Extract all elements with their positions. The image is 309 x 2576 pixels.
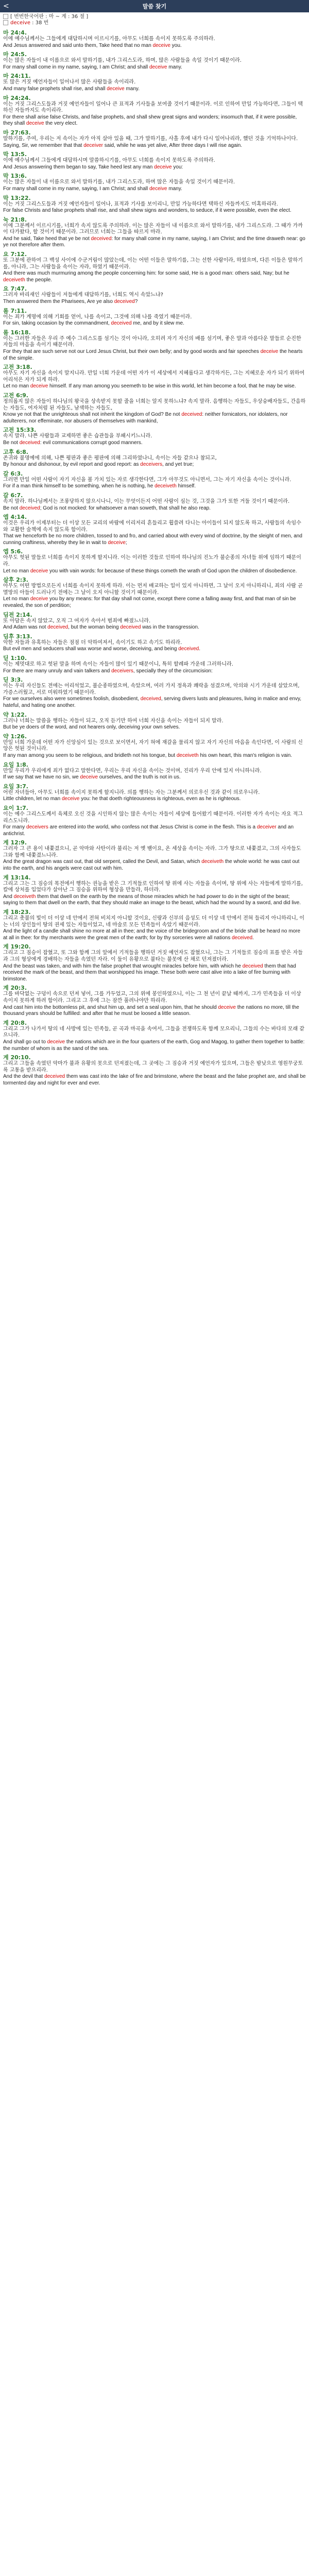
- verse-reference: 살후 2:3.: [3, 577, 28, 584]
- verse-english-text: For if a man think himself to be something, when he is nothing, he deceiveth himself.: [3, 483, 196, 489]
- keyword-highlight: deceiveth: [201, 859, 224, 865]
- verse-item[interactable]: [3, 329, 306, 362]
- verse-item[interactable]: [3, 733, 306, 759]
- verse-item[interactable]: [3, 655, 306, 674]
- verse-reference: 갈 6:3.: [3, 470, 23, 477]
- verse-item[interactable]: [3, 633, 306, 653]
- keyword-highlight: deceivers: [111, 668, 133, 674]
- verse-korean-text: 이에 예수님께서는 그들에게 대답하시며 이르시기를, 아무도 너희를 속이지 못하도록 주의하라.: [3, 36, 215, 42]
- verse-reference: 계 20:8.: [3, 1019, 27, 1026]
- keyword-highlight: deceiver: [256, 824, 277, 831]
- verse-reference: 막 13:6.: [3, 173, 27, 180]
- verse-english-text: If we say that we have no sin, we deceive ourselves, and the truth is not in us.: [3, 774, 181, 781]
- verse-korean-text: 그러나 너희는 말씀을 행하는 자들이 되고, 오직 듣기만 하여 너희 자신을 속이는 자들이 되지 말라.: [3, 718, 224, 724]
- verse-reference: 롬 7:11.: [3, 307, 27, 314]
- verse-reference: 계 13:14.: [3, 874, 31, 881]
- verse-item[interactable]: [3, 839, 306, 872]
- keyword-highlight: deceiver: [83, 142, 103, 148]
- verse-korean-text: 이는 거짓 그리스도들과 거짓 예언자들이 일어나, 표적과 기사를 보이리니, 만일 가능하다면 택하신 자들까지도 미혹하리라.: [3, 201, 278, 207]
- verse-korean-text: 그리고 그 짐승이 잡혔고, 또 그와 함께 그의 앞에서 기적들을 행하던 거짓 예언자도 잡혔으니, 그는 그 기적들로 짐승의 표를 받은 자들과 그의 형상에게 경배하는 자들을 속였던 자라. 이 둘이 유황으로 불타는 불못에 산 채로 던져졌더라.: [3, 950, 303, 962]
- verse-korean-text: 이는 거짓 그리스도들과 거짓 예언자들이 일어나 큰 표적과 기사들을 보여줄 것이기 때문이라. 이로 인하여 만일 가능하다면, 그들이 택하신 자들까지도 속이리라.: [3, 101, 303, 114]
- verse-english-text: For there are many unruly and vain talkers and deceivers, specially they of the circumcision:: [3, 668, 213, 674]
- keyword-highlight: deceiveth: [3, 277, 25, 283]
- verse-reference: 약 1:26.: [3, 733, 27, 740]
- verse-english-text: And shall go out to deceive the nations which are in the four quarters of the earth, Gog and Magog, to gather them together to battle: the number of whom is as the sand of the sea.: [3, 1039, 305, 1052]
- verse-reference: 마 24:5.: [3, 51, 27, 58]
- verse-korean-text: 만일 너희 가운데 어떤 자가 신앙심이 있는 것으로 보이면서, 자기 혀에 재갈을 물리지 않고 자기 자신의 마음을 속인다면, 이 사람의 신앙은 헛된 것이니라.: [3, 739, 303, 752]
- verse-korean-text: 그리고 그가 나가서 땅의 네 사방에 있는 민족들, 곧 곡과 마곡을 속여서, 그들을 전쟁하도록 함께 모으리니, 그들의 수는 바다의 모래 같으니라.: [3, 1026, 305, 1039]
- verse-english-text: Then answered them the Pharisees, Are ye also deceived?: [3, 299, 138, 305]
- keyword-highlight: deceived: [19, 439, 40, 446]
- verse-korean-text: 말하기를, 주여, 우리는 저 속이는 자가 아직 살아 있을 때, 그가 말하기를, 사흘 후에 내가 다시 일어나리라, 했던 것을 기억하나이다.: [3, 135, 298, 142]
- verse-reference: 계 20:3.: [3, 985, 27, 992]
- verse-item[interactable]: [3, 783, 306, 803]
- verse-item[interactable]: [3, 548, 306, 574]
- keyword-highlight: deceivers: [140, 462, 163, 468]
- verse-item[interactable]: [3, 173, 306, 192]
- verse-item[interactable]: [3, 761, 306, 781]
- verse-item[interactable]: [3, 514, 306, 546]
- top-bar: [0, 0, 309, 12]
- verse-korean-text: 이에 그분께서 이르시기를, 너희가 속지 않도록 주의하라. 이는 많은 자들이 내 이름으로 와서 말하기를, 내가 그리스도라. 그 때가 가까이 다가왔다, 할 것이기 때문이라. 그러므로 너희는 그들을 따르지 마라.: [3, 223, 303, 235]
- verse-item[interactable]: [3, 427, 306, 446]
- verse-english-text: For we ourselves also were sometimes foolish, disobedient, deceived, serving divers lusts and pleasures, living in malice and envy, hateful, and hating one another.: [3, 696, 301, 708]
- verse-reference: 계 12:9.: [3, 839, 27, 846]
- verse-item[interactable]: [3, 308, 306, 327]
- verse-korean-text: 아무도 자기 자신을 속이지 말지니라. 만일 너희 가운데 어떤 자가 이 세상에서 지혜롭다고 생각하거든, 그는 지혜로운 자가 되기 위하여 어리석은 자가 되게 하라.: [3, 370, 305, 383]
- verse-reference: 막 13:5.: [3, 151, 27, 158]
- verse-korean-text: 이는 우리 자신들도 전에는 어리석었고, 불순종하였으며, 속았으며, 여러 가지 정욕과 쾌락을 섬겼으며, 악의와 시기 가운데 살았으며, 가증스러웠고, 서로 미워하였기 때문이라.: [3, 683, 300, 696]
- verse-korean-text: 만일 우리가 우리에게 죄가 없다고 말한다면, 우리는 우리 자신을 속이는 것이며, 진리가 우리 안에 있지 아니하니라.: [3, 768, 262, 774]
- keyword-highlight: deceived: [91, 235, 112, 242]
- verse-english-text: For many shall come in my name, saying, I am Christ; and shall deceive many.: [3, 185, 182, 192]
- keyword-highlight: deceive: [61, 796, 80, 802]
- scope-line: [3, 14, 306, 20]
- verse-reference: 고전 15:33.: [3, 427, 37, 434]
- keyword-highlight: deceived: [44, 1074, 65, 1080]
- verse-item[interactable]: [3, 1054, 306, 1087]
- verse-reference: 딛 1:10.: [3, 655, 27, 662]
- verse-item[interactable]: [3, 577, 306, 609]
- verse-korean-text: 이는 예수 그리스도께서 육체로 오신 것을 시인하지 않는 많은 속이는 자들이 세상에 들어왔기 때문이라. 이러한 자가 속이는 자요 적그리스도니라.: [3, 811, 303, 824]
- verse-english-text: And there was much murmuring among the people concerning him: for some said, He is a good man: others said, Nay; but he deceiveth the people.: [3, 270, 289, 283]
- verse-korean-text: 이는 제멋대로 하고 헛된 말을 하며 속이는 자들이 많이 있기 때문이니, 특히 할례파 가운데 그러하니라.: [3, 662, 233, 667]
- verse-item[interactable]: [3, 711, 306, 731]
- verse-reference: 마 24:4.: [3, 29, 27, 36]
- verse-english-text: And Jesus answering them began to say, Take heed lest any man deceive you:: [3, 164, 183, 170]
- verse-korean-text: 아무도 헛된 말들로 너희를 속이지 못하게 할지니라. 이는 이러한 것들로 인하여 하나님의 진노가 불순종의 자녀들 위에 임하기 때문이라.: [3, 555, 301, 568]
- keyword-highlight: deceive: [260, 349, 279, 354]
- count-text: : 38 번: [30, 20, 49, 26]
- verse-reference: 약 1:22.: [3, 711, 27, 718]
- verse-english-text: Be not deceived; God is not mocked: for whatsoever a man soweth, that shall he also reap.: [3, 505, 211, 511]
- verse-english-text: And Adam was not deceived, but the woman being deceived was in the transgression.: [3, 624, 199, 631]
- keyword-highlight: deceive: [30, 596, 48, 602]
- verse-english-text: Little children, let no man deceive you: he that doeth righteousness is righteous, even as he is righteous.: [3, 796, 241, 802]
- keyword-line: [3, 20, 306, 26]
- verse-korean-text: 속지 말라. 나쁜 사람들과 교제하면 좋은 습관들을 부패시키느니라.: [3, 433, 152, 439]
- verse-item[interactable]: [3, 449, 306, 468]
- verse-english-text: Saying, Sir, we remember that that deceiver said, while he was yet alive, After three days I will rise again.: [3, 142, 243, 148]
- verse-item[interactable]: [3, 1020, 306, 1052]
- keyword-highlight: deceive: [149, 64, 167, 70]
- verse-english-text: For there shall arise false Christs, and false prophets, and shall shew great signs and wonders; insomuch that, if it were possible, they shall deceive the very elect.: [3, 114, 297, 127]
- verse-reference: 롬 16:18.: [3, 329, 31, 336]
- keyword-highlight: deceived: [242, 963, 263, 969]
- verse-korean-text: 속지 말라. 하나님께서는 조롱당하지 않으시나니, 이는 무엇이든지 어떤 사람이 심는 것, 그것을 그가 또한 거둘 것이기 때문이라.: [3, 498, 290, 504]
- verse-item[interactable]: [3, 151, 306, 171]
- verse-list: [0, 26, 309, 1087]
- verse-reference: 요이 1:7.: [3, 804, 28, 811]
- keyword-highlight: deceive: [80, 774, 98, 781]
- search-summary: [0, 12, 309, 26]
- verse-reference: 눅 21:8.: [3, 216, 27, 223]
- verse-english-text: If any man among you seem to be religious, and bridleth not his tongue, but deceiveth his own heart, this man's religion is vain.: [3, 752, 293, 758]
- checkbox-icon[interactable]: [3, 14, 8, 19]
- keyword-text: deceive: [10, 20, 30, 26]
- verse-item[interactable]: [3, 51, 306, 71]
- verse-reference: 계 20:10.: [3, 1054, 31, 1061]
- verse-item[interactable]: [3, 73, 306, 92]
- verse-english-text: By honour and dishonour, by evil report and good report: as deceivers, and yet true;: [3, 462, 194, 468]
- verse-korean-text: 그리고 촛불의 빛이 더 이상 네 안에서 전혀 비치지 아니할 것이요, 신랑과 신부의 음성도 더 이상 네 안에서 전혀 들리지 아니하리니, 이는 너의 상인들이 땅의 권세 있는 자들이었고, 네 마술로 모든 민족들이 속았기 때문이라.: [3, 916, 305, 928]
- keyword-highlight: deceive: [152, 42, 171, 48]
- verse-english-text: And the great dragon was cast out, that old serpent, called the Devil, and Satan, which deceiveth the whole world: he was cast out into the earth, and his angels were cast out with him.: [3, 859, 300, 872]
- keyword-highlight: deceive: [30, 568, 48, 574]
- verse-reference: 고전 3:18.: [3, 364, 32, 371]
- verse-reference: 요일 1:8.: [3, 761, 28, 768]
- keyword-highlight: deceivers: [26, 824, 48, 831]
- verse-item[interactable]: [3, 676, 306, 709]
- keyword-highlight: deceive: [47, 1039, 65, 1045]
- verse-korean-text: 존귀와 불명예에 의해, 나쁜 평판과 좋은 평판에 의해 그리하였나니, 속이는 자들 같으나 참되고,: [3, 455, 217, 461]
- verse-item[interactable]: [3, 874, 306, 907]
- verse-reference: 엡 5:6.: [3, 548, 23, 555]
- verse-item[interactable]: [3, 285, 306, 305]
- verse-english-text: And the devil that deceived them was cast into the lake of fire and brimstone, where the beast and the false prophet are, and shall be tormented day and night for ever and ever.: [3, 1074, 306, 1086]
- verse-reference: 요일 3:7.: [3, 783, 28, 790]
- verse-reference: 딛 3:3.: [3, 676, 23, 684]
- verse-item[interactable]: [3, 943, 306, 982]
- verse-reference: 딤전 2:14.: [3, 611, 32, 618]
- keyword-highlight: deceive: [218, 1004, 236, 1010]
- verse-korean-text: 아무도 어떤 방법으로든지 너희를 속이지 못하게 하라. 이는 먼저 배교하는 일이 있지 아니하면, 그 날이 오지 아니하리니, 죄의 사람 곧 멸망의 아들이 드러나기 전에는 그 날이 오지 아니할 것이기 때문이라.: [3, 583, 303, 596]
- verse-korean-text: 어린 자녀들아, 아무도 너희를 속이지 못하게 할지니라. 의를 행하는 자는 그분께서 의로우신 것과 같이 의로우니라.: [3, 789, 260, 795]
- verse-reference: 마 24:11.: [3, 73, 31, 80]
- verse-reference: 마 27:63.: [3, 129, 31, 136]
- verse-item[interactable]: [3, 909, 306, 941]
- keyword-highlight: deceived: [232, 935, 253, 941]
- verse-reference: 요 7:12.: [3, 251, 27, 258]
- verse-reference: 딤후 3:13.: [3, 633, 32, 640]
- keyword-highlight: deceive: [30, 383, 48, 389]
- keyword-highlight: deceived: [181, 412, 202, 418]
- keyword-highlight: deceive: [26, 121, 44, 127]
- verse-english-text: Let no man deceive himself. If any man among you seemeth to be wise in this world, let him become a fool, that he may be wise.: [3, 383, 296, 389]
- keyword-highlight: deceive: [107, 86, 125, 92]
- verse-korean-text: 그를 바닥없는 구덩이 속으로 던져 넣어, 그를 가두었고, 그의 위에 봉인하였으니, 이는 그 천 년이 끝날 때까지, 그가 민족들을 더 이상 속이지 못하게 하려 함이라. 그리고 그 후에 그는 잠깐 풀려나야만 하리라.: [3, 991, 301, 1004]
- verse-korean-text: 정의롭지 않은 자들이 하나님의 왕국을 상속받지 못할 줄을 너희는 알지 못하느냐? 속지 말라. 음행하는 자들도, 우상숭배자들도, 간음하는 자들도, 여자처럼 된 자들도, 남색하는 자들도,: [3, 398, 306, 411]
- verse-reference: 고전 6:9.: [3, 392, 28, 399]
- verse-english-text: And cast him into the bottomless pit, and shut him up, and set a seal upon him, that he should deceive the nations no more, till the thousand years should be fulfilled: and after that he must be loosed a little season.: [3, 1004, 299, 1017]
- verse-reference: 마 24:24.: [3, 94, 31, 101]
- verse-korean-text: 이것은 우리가 이제부터는 더 이상 모든 교리의 바람에 이리저리 흔들리고 휩쓸려 다니는 아이들이 되지 않도록 하고, 사람들의 속임수와 교활한 술책에 속지 않도록 함이라.: [3, 520, 301, 533]
- verse-item[interactable]: [3, 392, 306, 425]
- verse-item[interactable]: [3, 985, 306, 1017]
- keyword-highlight: deceive: [108, 539, 126, 546]
- verse-english-text: And many false prophets shall rise, and shall deceive many.: [3, 86, 140, 92]
- verse-korean-text: 그러자 그 큰 용이 내쫓겼으니, 곧 악마와 사탄이라 불리는 저 옛 뱀이요, 온 세상을 속이는 자라. 그가 땅으로 내쫓겼고, 그의 사자들도 그와 함께 내쫓겼느니라.: [3, 846, 301, 858]
- checkbox-icon[interactable]: [3, 20, 8, 25]
- verse-korean-text: 이는 죄가 계명에 의해 기회를 얻어, 나를 속이고, 그것에 의해 나를 죽였기 때문이라.: [3, 314, 192, 320]
- verse-item[interactable]: [3, 492, 306, 512]
- keyword-highlight: deceive: [149, 185, 167, 192]
- verse-english-text: For many shall come in my name, saying, I am Christ; and shall deceive many.: [3, 64, 182, 70]
- verse-english-text: And he said, Take heed that ye be not deceived: for many shall come in my name, saying, I am Christ; and the time draweth near: go ye not therefore after them.: [3, 235, 305, 248]
- verse-korean-text: 또 그분에 관하여 그 백성 사이에 수군거림이 많았는데, 이는 어떤 이들은 말하기를, 그는 선한 사람이라, 하였으며, 다른 이들은 말하기를, 아니라, 그는 사람들을 속이는 자라, 하였기 때문이라.: [3, 258, 303, 270]
- verse-korean-text: 그러면 만일 어떤 사람이 자기 자신을 볼 가치 있는 자로 생각한다면, 그가 아무것도 아니면서, 그는 자기 자신을 속이는 것이니라.: [3, 477, 291, 483]
- keyword-highlight: deceived: [114, 299, 135, 305]
- keyword-highlight: deceive: [154, 164, 172, 170]
- verse-english-text: That we henceforth be no more children, tossed to and fro, and carried about with every wind of doctrine, by the sleight of men, and cunning craftiness, whereby they lie in wait to deceive;: [3, 533, 302, 546]
- verse-reference: 갈 6:7.: [3, 492, 23, 499]
- verse-english-text: For many deceivers are entered into the world, who confess not that Jesus Christ is come in the flesh. This is a deceiver and an antichrist.: [3, 824, 294, 837]
- verse-reference: 막 13:22.: [3, 194, 31, 201]
- verse-korean-text: 또 아담은 속지 않았고, 오직 그 여자가 속아서 범죄에 빠졌느니라.: [3, 618, 151, 624]
- verse-korean-text: 이는 그러한 자들은 우리 주 예수 그리스도를 섬기는 것이 아니라, 오히려 자기 자신의 배를 섬기며, 좋은 말과 아름다운 말들로 순진한 자들의 마음을 속이기 때문이라.: [3, 335, 301, 348]
- verse-korean-text: 그러자 바리새인 사람들이 저들에게 대답하기를, 너희도 역시 속았느냐?: [3, 292, 163, 298]
- keyword-highlight: deceiveth: [176, 752, 199, 758]
- verse-korean-text: 이는 많은 자들이 내 이름으로 와서 말하기를, 내가 그리스도라, 하며 많은 자들을 속일 것이기 때문이라.: [3, 179, 235, 185]
- verse-korean-text: 이에 예수님께서 그들에게 대답하시며 말씀하시기를, 아무도 너희를 속이지 못하도록 주의하라.: [3, 158, 215, 164]
- verse-english-text: And deceiveth them that dwell on the earth by the means of those miracles which he had power to do in the sight of the beast; saying to them that dwell on the earth, that they should make an image to the beast, which had the wound by a sword, and did live.: [3, 893, 301, 906]
- verse-english-text: And the light of a candle shall shine no more at all in thee; and the voice of the bridegroom and of the bride shall be heard no more at all in thee: for thy merchants were the great men of the earth; for by thy sorceries were all nations deceived.: [3, 928, 301, 941]
- verse-item[interactable]: [3, 251, 306, 283]
- keyword-highlight: deceiveth: [154, 483, 177, 489]
- verse-english-text: And Jesus answered and said unto them, Take heed that no man deceive you.: [3, 42, 182, 48]
- verse-item[interactable]: [3, 364, 306, 390]
- keyword-highlight: deceived: [111, 320, 132, 327]
- keyword-highlight: deceived: [47, 624, 68, 631]
- verse-english-text: But evil men and seducers shall wax worse and worse, deceiving, and being deceived.: [3, 646, 201, 652]
- verse-korean-text: 그리고 그는 그 짐승의 목전에서 행하는 권능을 받은 그 기적들로 인하여 땅 위에 사는 자들을 속이며, 땅 위에 사는 자들에게 말하기를, 칼에 상처를 입었다가 살아난 그 짐승을 위하여 형상을 만들라, 하더라.: [3, 880, 303, 893]
- verse-item[interactable]: [3, 470, 306, 490]
- verse-item[interactable]: [3, 129, 306, 149]
- verse-korean-text: 그리고 그들을 속였던 악마가 불과 유황의 못으로 던져졌는데, 그 곳에는 그 짐승과 거짓 예언자가 있으며, 그들은 밤낮으로 영원무궁토록 고통을 받으리라.: [3, 1061, 303, 1073]
- verse-reference: 계 18:23.: [3, 909, 31, 916]
- keyword-highlight: deceiveth: [13, 893, 36, 900]
- verse-english-text: For sin, taking occasion by the commandment, deceived me, and by it slew me.: [3, 320, 184, 327]
- verse-english-text: Let no man deceive you by any means: for that day shall not come, except there come a falling away first, and that man of sin be revealed, the son of perdition;: [3, 596, 296, 609]
- verse-english-text: For false Christs and false prophets shall rise, and shall shew signs and wonders, to seduce, if it were possible, even the elect.: [3, 208, 291, 214]
- verse-item[interactable]: [3, 612, 306, 631]
- keyword-highlight: deceived: [120, 624, 141, 631]
- verse-item[interactable]: [3, 805, 306, 837]
- verse-english-text: But be ye doers of the word, and not hearers only, deceiving your own selves.: [3, 724, 180, 731]
- verse-english-text: Know ye not that the unrighteous shall not inherit the kingdom of God? Be not deceived: neither fornicators, nor idolaters, nor adulterers, nor effeminate, nor abusers of themselves with mankind,: [3, 412, 288, 424]
- verse-korean-text: 이는 많은 자들이 내 이름으로 와서 말하기를, 내가 그리스도라, 하며, 많은 사람들을 속일 것이기 때문이라.: [3, 58, 242, 64]
- scope-text: [ 번번한국어판 : 마 ~ 계 : 36 절 ]: [10, 14, 89, 20]
- verse-reference: 고후 6:8.: [3, 448, 28, 455]
- verse-item[interactable]: [3, 195, 306, 214]
- back-button[interactable]: <: [3, 2, 9, 10]
- verse-korean-text: 또 많은 거짓 예언자들이 일어나서 많은 사람들을 속이리라.: [3, 79, 136, 86]
- verse-english-text: And the beast was taken, and with him the false prophet that wrought miracles before him, with which he deceived them that had received the mark of the beast, and them that worshipped his image. These both were cast alive into a lake of fire burning with brimstone.: [3, 963, 296, 982]
- verse-reference: 계 19:20.: [3, 943, 31, 951]
- verse-english-text: Let no man deceive you with vain words: for because of these things cometh the wrath of God upon the children of disobedience.: [3, 568, 297, 574]
- keyword-highlight: deceived: [178, 646, 199, 652]
- verse-english-text: For they that are such serve not our Lord Jesus Christ, but their own belly; and by good words and fair speeches deceive the hearts of the simple.: [3, 349, 303, 361]
- verse-korean-text: 악한 자들과 유혹하는 자들은 점점 더 악하여져서, 속이기도 하고 속기도 하리라.: [3, 639, 182, 646]
- verse-item[interactable]: [3, 95, 306, 127]
- keyword-highlight: deceived: [19, 505, 40, 511]
- verse-item[interactable]: [3, 216, 306, 249]
- verse-reference: 요 7:47.: [3, 285, 27, 293]
- verse-item[interactable]: [3, 29, 306, 49]
- verse-english-text: Be not deceived: evil communications corrupt good manners.: [3, 439, 143, 446]
- keyword-highlight: deceived: [140, 696, 161, 702]
- verse-reference: 엡 4:14.: [3, 514, 27, 521]
- page-title: 말씀 찾기: [142, 3, 167, 10]
